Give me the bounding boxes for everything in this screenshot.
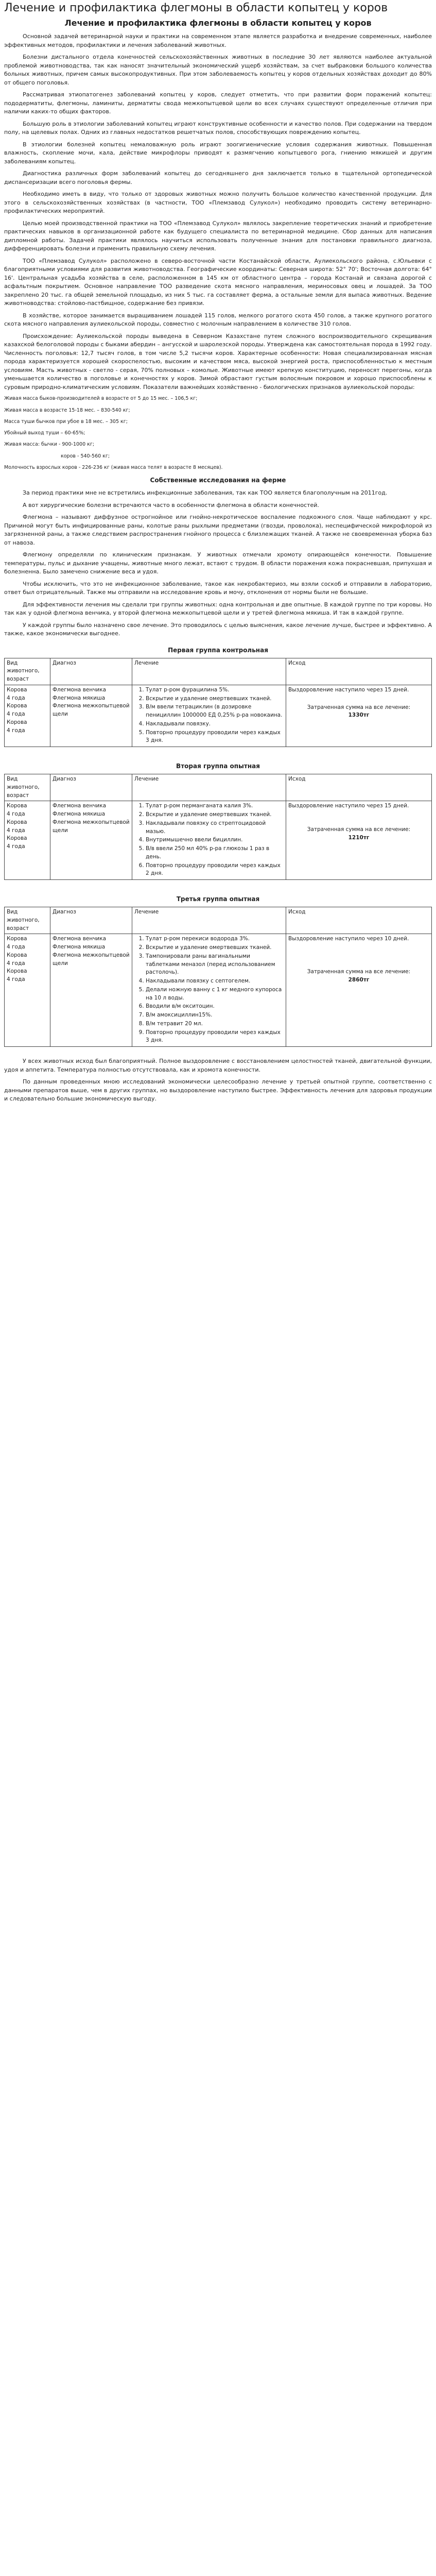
paragraph: В этиологии болезней копытец немаловажную роль играют зоогигиенические условия содержания животных. Повышенная влажность, скопление мочи, кала, действие микрофлоры приводят к размягчению копытцевого рога, гниению мякишей и другим заболеваниям копытец. xyxy=(4,141,432,165)
paragraph: Рассматривая этиопатогенез заболеваний копытец у коров, следует отметить, что при развитии форм поражений копытец: пододерматиты, флегмоны, ламиниты, дерматиты свода межкопытцевой щели во всех случаях существуют определенные отличия при наличии каких-то общих факторов. xyxy=(4,91,432,115)
cost-label: Затраченная сумма на все лечение: xyxy=(307,969,411,975)
treatment-step: 2. Вскрытие и удаление омертвевших тканей. xyxy=(146,811,284,819)
paragraph: Необходимо иметь в виду, что только от здоровых животных можно получить большое количество качественной продукции. Для этого в сельскохозяйственных хозяйствах (в частности, ТОО «Племзавод Сулукол») необходимо проводить систему ветеринарно-профилактических мероприятий. xyxy=(4,191,432,215)
treatment-step: 7. В/м амоксициллин15%. xyxy=(146,1011,284,1020)
species-line: Корова xyxy=(7,703,27,709)
paragraph: У каждой группы было назначено свое лечение. Это проводилось с целью выяснения, какое лечение лучше, быстрее и эффективно. А также, какое экономически выгоднее. xyxy=(4,621,432,637)
breed-stat: Масса туши бычков при убое в 18 мес. – 305 кг; xyxy=(4,418,128,425)
paragraph: ТОО «Племзавод Сулукол» расположено в северо-восточной части Костанайской области, Аулиекольского района, с.Юльевки с благоприятными условиями для развития животноводства. Географические координаты: Северная широта: 52° 70'; Восточная долгота: 64° 16'. Центральная усадьба хозяйства в селе, расположенном в 145 км от областного центра – города Костанай и связана дорогой с асфальтным покрытием. Основное направление ТОО разведение скота мясного направления, мериносовых овец и лошадей. За ТОО закреплено 20 тыс. га общей земельной площадью, из них 5 тыс. га составляет ферма, а остальные земли для выпаса животных. Ведение животноводства: стойлово-пастбищное, содержание без привязи. xyxy=(4,257,432,307)
treatment-table xyxy=(4,658,432,748)
diagnosis-line: Флегмона мякиша xyxy=(53,811,106,818)
paragraph: Чтобы исключить, что это не инфекционное заболевание, такое как некробактериоз, мы взяли соскоб и отправили в лабораторию, ответ был отрицательный. Также мы отправили на исследование кровь и мочу, отклонения от нормы были не большие. xyxy=(4,580,432,596)
breed-stat: Убойный выход туши – 60-65%; xyxy=(4,430,85,436)
species-line: Корова xyxy=(7,952,27,958)
species-line: 4 года xyxy=(7,694,25,701)
table-title: Вторая группа опытная xyxy=(176,762,260,770)
column-header: Лечение xyxy=(132,907,286,934)
breed-stat: Живая масса в возрасте 15-18 мес. – 830-540 кг; xyxy=(4,407,130,413)
cost-label: Затраченная сумма на все лечение: xyxy=(307,826,411,833)
treatment-step: 5. В/в ввели 250 мл 40% р-ра глюкозы 1 раз в день. xyxy=(146,845,284,861)
treatment-step: 5. Делали ножную ванну с 1 кг медного купороса на 10 л воды. xyxy=(146,986,284,1003)
species-line: 4 года xyxy=(7,727,25,734)
treatment-step: 5. Повторно процедуру проводили через каждых 3 дня. xyxy=(146,729,284,745)
treatment-cell xyxy=(132,934,286,1047)
column-header: Лечение xyxy=(132,658,286,685)
species-line: Корова xyxy=(7,686,27,693)
treatment-table xyxy=(4,907,432,1047)
breed-stat: Молочность взрослых коров - 226-236 кг (живая масса телят в возрасте 8 месяцев). xyxy=(4,464,223,470)
column-header: Диагноз xyxy=(50,774,132,801)
table-header-row xyxy=(5,774,432,801)
species-line: Корова xyxy=(7,968,27,975)
treatment-step: 2. Вскрытие и удаление омертвевших тканей. xyxy=(146,695,284,703)
column-header: Диагноз xyxy=(50,907,132,934)
cost-value: 1210тг xyxy=(348,834,370,841)
species-line: 4 года xyxy=(7,976,25,983)
diagnosis-cell xyxy=(50,934,132,1047)
research-section xyxy=(4,489,432,638)
species-cell xyxy=(5,685,50,747)
treatment-step: 4. Накладывали повязку с септогелем. xyxy=(146,977,284,986)
breed-stat: Живая масса: бычки - 900-1000 кг; xyxy=(4,442,95,448)
closing-section xyxy=(4,1057,432,1104)
diagnosis-line: Флегмона венчика xyxy=(53,686,107,693)
paragraph: Большую роль в этиологии заболеваний копытец играют конструктивные особенности и качество полов. При содержании на твердом полу, на щелевых полах. Одних из главных недостатков решетчатых полов, способствующих повреждению копытец. xyxy=(4,120,432,136)
diagnosis-line: Флегмона межкопытцевой щели xyxy=(53,819,130,834)
column-header: Исход xyxy=(286,774,432,801)
species-line: 4 года xyxy=(7,843,25,850)
column-header: Лечение xyxy=(132,774,286,801)
paragraph: Целью моей производственной практики на ТОО «Племзавод Сулукол» являлось закрепление теоретических знаний и приобретение практических навыков в организационной работе как будущего специалиста по ветеринарной медицине. Сбор данных для написания дипломной работы. Задачей практики являлось научиться использовать полученные знания для постановки правильного диагноза, дифференцировать болезни и применить правильную схему лечения. xyxy=(4,219,432,252)
diagnosis-line: Флегмона венчика xyxy=(53,936,107,942)
treatment-step: 4. Внутримышечно ввели бициллин. xyxy=(146,836,284,844)
cost-label: Затраченная сумма на все лечение: xyxy=(307,704,411,710)
breed-stat: Живая масса быков-производителей в возрасте от 5 до 15 мес. – 106,5 кг; xyxy=(4,396,198,402)
paragraph: Флегмону определяли по клиническим признакам. У животных отмечали хромоту опирающейся конечности. Повышение температуры, пульс и дыхание учащены, животные много лежат, встают с трудом. В области поражения кожа покрасневшая, припухшая и болезненна. Было замечено снижение веса и удоя. xyxy=(4,551,432,575)
outcome-cell xyxy=(286,685,432,747)
paragraph: За период практики мне не встретились инфекционные заболевания, так как ТОО является благополучным на 2011год. xyxy=(23,489,388,497)
outcome-text: Выздоровление наступило через 15 дней. xyxy=(288,686,409,693)
column-header: Вид животного, возраст xyxy=(5,658,50,685)
diagnosis-line: Флегмона венчика xyxy=(53,803,107,809)
species-line: Корова xyxy=(7,936,27,942)
paragraph: По данным проведенных мною исследований экономически целесообразно лечение у третьей опытной группе, соответственно с данными препаратов выше, чем в других группах, но выздоровление наступило быстрее. Эффективность лечения для здоровья продукции и следовательно большие экономическую выгоду. xyxy=(4,1078,432,1103)
paragraph: Происхождение: Аулиекольской породы выведена в Северном Казахстане путем сложного воспроизводительного скрещивания казахской белоголовой породы с быками абердин – ангусской и шаролезской породы. Утверждена как самостоятельная порода в 1992 году. Численность поголовья: 12,7 тысяч голов, в том числе 5,2 тысячи коров. Характерные особенности: Новая специализированная мясная порода характеризуется хорошей скороспелостью, высоким и качеством мяса, высокой энергией роста, приспособленностью к местным условиям. Масть животных - светло - серая, 70% полновых – комолые. Животные имеют крепкую конституцию, переносят перегоны, когда уменьшается количество в поголовье и конечностях у коров. Зимой обрастают густым волосяным покровом и хорошо приспособлены к суровым природно-климатическим условиям. Показатели важнейших хозяйственно - биологических признаков аулиекольской породы: xyxy=(4,332,432,391)
paragraph: Флегмона – называют диффузное острогнойное или гнойно-некротическое воспаление подкожного слоя. Чаще наблюдают у крс. Причиной могут быть инфицированные раны, колотые раны рыхлыми предметами (гвозди, проволока), неспецифической микрофлорой из загрязненной раны, а также следствием распространения гнойного процесса с близлежащих тканей. А также не своевременная уборка баз от навоза. xyxy=(4,514,432,546)
treatment-step: 6. Вводили в/м окситоцин. xyxy=(146,1003,284,1011)
paragraph: У всех животных исход был благоприятный. Полное выздоровление с восстановлением целостностей тканей, двигательной функции, удоя и аппетита. Температура полностью отсутствовала, как и хромота конечности. xyxy=(4,1058,432,1073)
column-header: Исход xyxy=(286,658,432,685)
species-cell xyxy=(5,934,50,1047)
species-line: Корова xyxy=(7,719,27,725)
paragraph: В хозяйстве, которое занимается выращиванием лошадей 115 голов, мелкого рогатого скота 450 голов, а также крупного рогатого скота мясного направления аулиекольской породы, совместно с молочным направлением в количестве 310 голов. xyxy=(4,312,432,328)
column-header: Вид животного, возраст xyxy=(5,774,50,801)
treatment-cell xyxy=(132,685,286,747)
cost-value: 2860тг xyxy=(348,976,370,983)
page xyxy=(0,1,436,1104)
paragraph: Для эффективности лечения мы сделали три группы животных: одна контрольная и две опытные. В каждой группе по три коровы. Но так как у одной флегмона венчика, у второй флегмона межкопытцевой щели и у третей флегмона мякиша. И так в каждой группе. xyxy=(4,601,432,617)
treatment-cell xyxy=(132,801,286,880)
species-line: 4 года xyxy=(7,811,25,818)
column-header: Диагноз xyxy=(50,658,132,685)
table-row xyxy=(5,934,432,1047)
treatment-step: 3. В/м ввели тетрациклин (в дозировке пенициллин 1000000 ЕД 0,25% р-ра новокаина. xyxy=(146,703,284,720)
article-title: Лечение и профилактика флегмоны в области копытец у коров xyxy=(64,18,372,28)
breed-stats xyxy=(4,395,432,471)
species-line: 4 года xyxy=(7,944,25,951)
species-line: Корова xyxy=(7,835,27,842)
species-cell xyxy=(5,801,50,880)
column-header: Исход xyxy=(286,907,432,934)
diagnosis-line: Флегмона межкопытцевой щели xyxy=(53,703,130,718)
treatment-table xyxy=(4,774,432,880)
diagnosis-cell xyxy=(50,685,132,747)
treatment-step: 4. Накладывали повязку. xyxy=(146,720,284,728)
species-line: 4 года xyxy=(7,827,25,834)
diagnosis-line: Флегмона мякиша xyxy=(53,694,106,701)
diagnosis-cell xyxy=(50,801,132,880)
section-heading: Собственные исследования на ферме xyxy=(150,477,286,484)
species-line: 4 года xyxy=(7,711,25,718)
treatment-step: 2. Вскрытие и удаление омертвевших тканей. xyxy=(146,944,284,952)
intro-section xyxy=(4,32,432,392)
outcome-text: Выздоровление наступило через 10 дней. xyxy=(288,936,409,942)
table-header-row xyxy=(5,658,432,685)
treatment-step: 1. Тулат р-ром перекиси водорода 3%. xyxy=(146,935,284,943)
species-line: Корова xyxy=(7,803,27,809)
treatment-step: 1. Тулат р-ром перманганата калия 3%. xyxy=(146,802,284,810)
paragraph: А вот хирургические болезни встречаются часто в особенности флегмона в области конечностей. xyxy=(23,501,319,509)
paragraph: Основной задачей ветеринарной науки и практики на современном этапе является разработка и внедрение современных, наиболее эффективных методов, профилактики и лечения заболеваний животных. xyxy=(4,33,432,48)
table-title: Третья группа опытная xyxy=(176,895,260,903)
breed-stat: коров - 540-560 кг; xyxy=(61,453,110,459)
table-header-row xyxy=(5,907,432,934)
paragraph: Болезни дистального отдела конечностей сельскохозяйственных животных в последние 30 лет являются наиболее актуальной проблемой животноводства, так как наносят значительный экономический ущерб хозяйствам, за счет выбраковки большого количества больных животных, причем самых высокопродуктивных. При этом заболеваемость копытец у коров отдельных хозяйствах доходит до 80% от общего поголовья. xyxy=(4,54,432,86)
treatment-step: 9. Повторно процедуру проводили через каждых 3 дня. xyxy=(146,1029,284,1045)
outcome-cell xyxy=(286,801,432,880)
treatment-step: 6. Повторно процедуру проводили через каждых 2 дня. xyxy=(146,862,284,878)
treatment-step: 3. Тампонировали раны вагинальными таблетками меназол (перед использованием растолочь). xyxy=(146,953,284,977)
table-title: Первая группа контрольная xyxy=(168,646,268,654)
table-row xyxy=(5,685,432,747)
diagnosis-line: Флегмона мякиша xyxy=(53,944,106,951)
outcome-text: Выздоровление наступило через 15 дней. xyxy=(288,803,409,809)
cost-value: 1330тг xyxy=(348,712,370,719)
treatment-step: 3. Накладывали повязку со стрептоцидовой мазью. xyxy=(146,820,284,836)
treatment-step: 8. В/м тетравит 20 мл. xyxy=(146,1020,284,1028)
species-line: 4 года xyxy=(7,960,25,967)
diagnosis-line: Флегмона межкопытцевой щели xyxy=(53,952,130,967)
treatment-step: 1. Тулат р-ром фурацилина 5%. xyxy=(146,686,284,694)
outcome-cell xyxy=(286,934,432,1047)
paragraph: Диагностика различных форм заболеваний копытец до сегодняшнего дня заключается только в тщательной ортопедической диспансеризации всего поголовья фермы. xyxy=(4,170,432,185)
table-row xyxy=(5,801,432,880)
column-header: Вид животного, возраст xyxy=(5,907,50,934)
species-line: Корова xyxy=(7,819,27,825)
page-title: Лечение и профилактика флегмоны в области копытец у коров xyxy=(4,2,388,14)
